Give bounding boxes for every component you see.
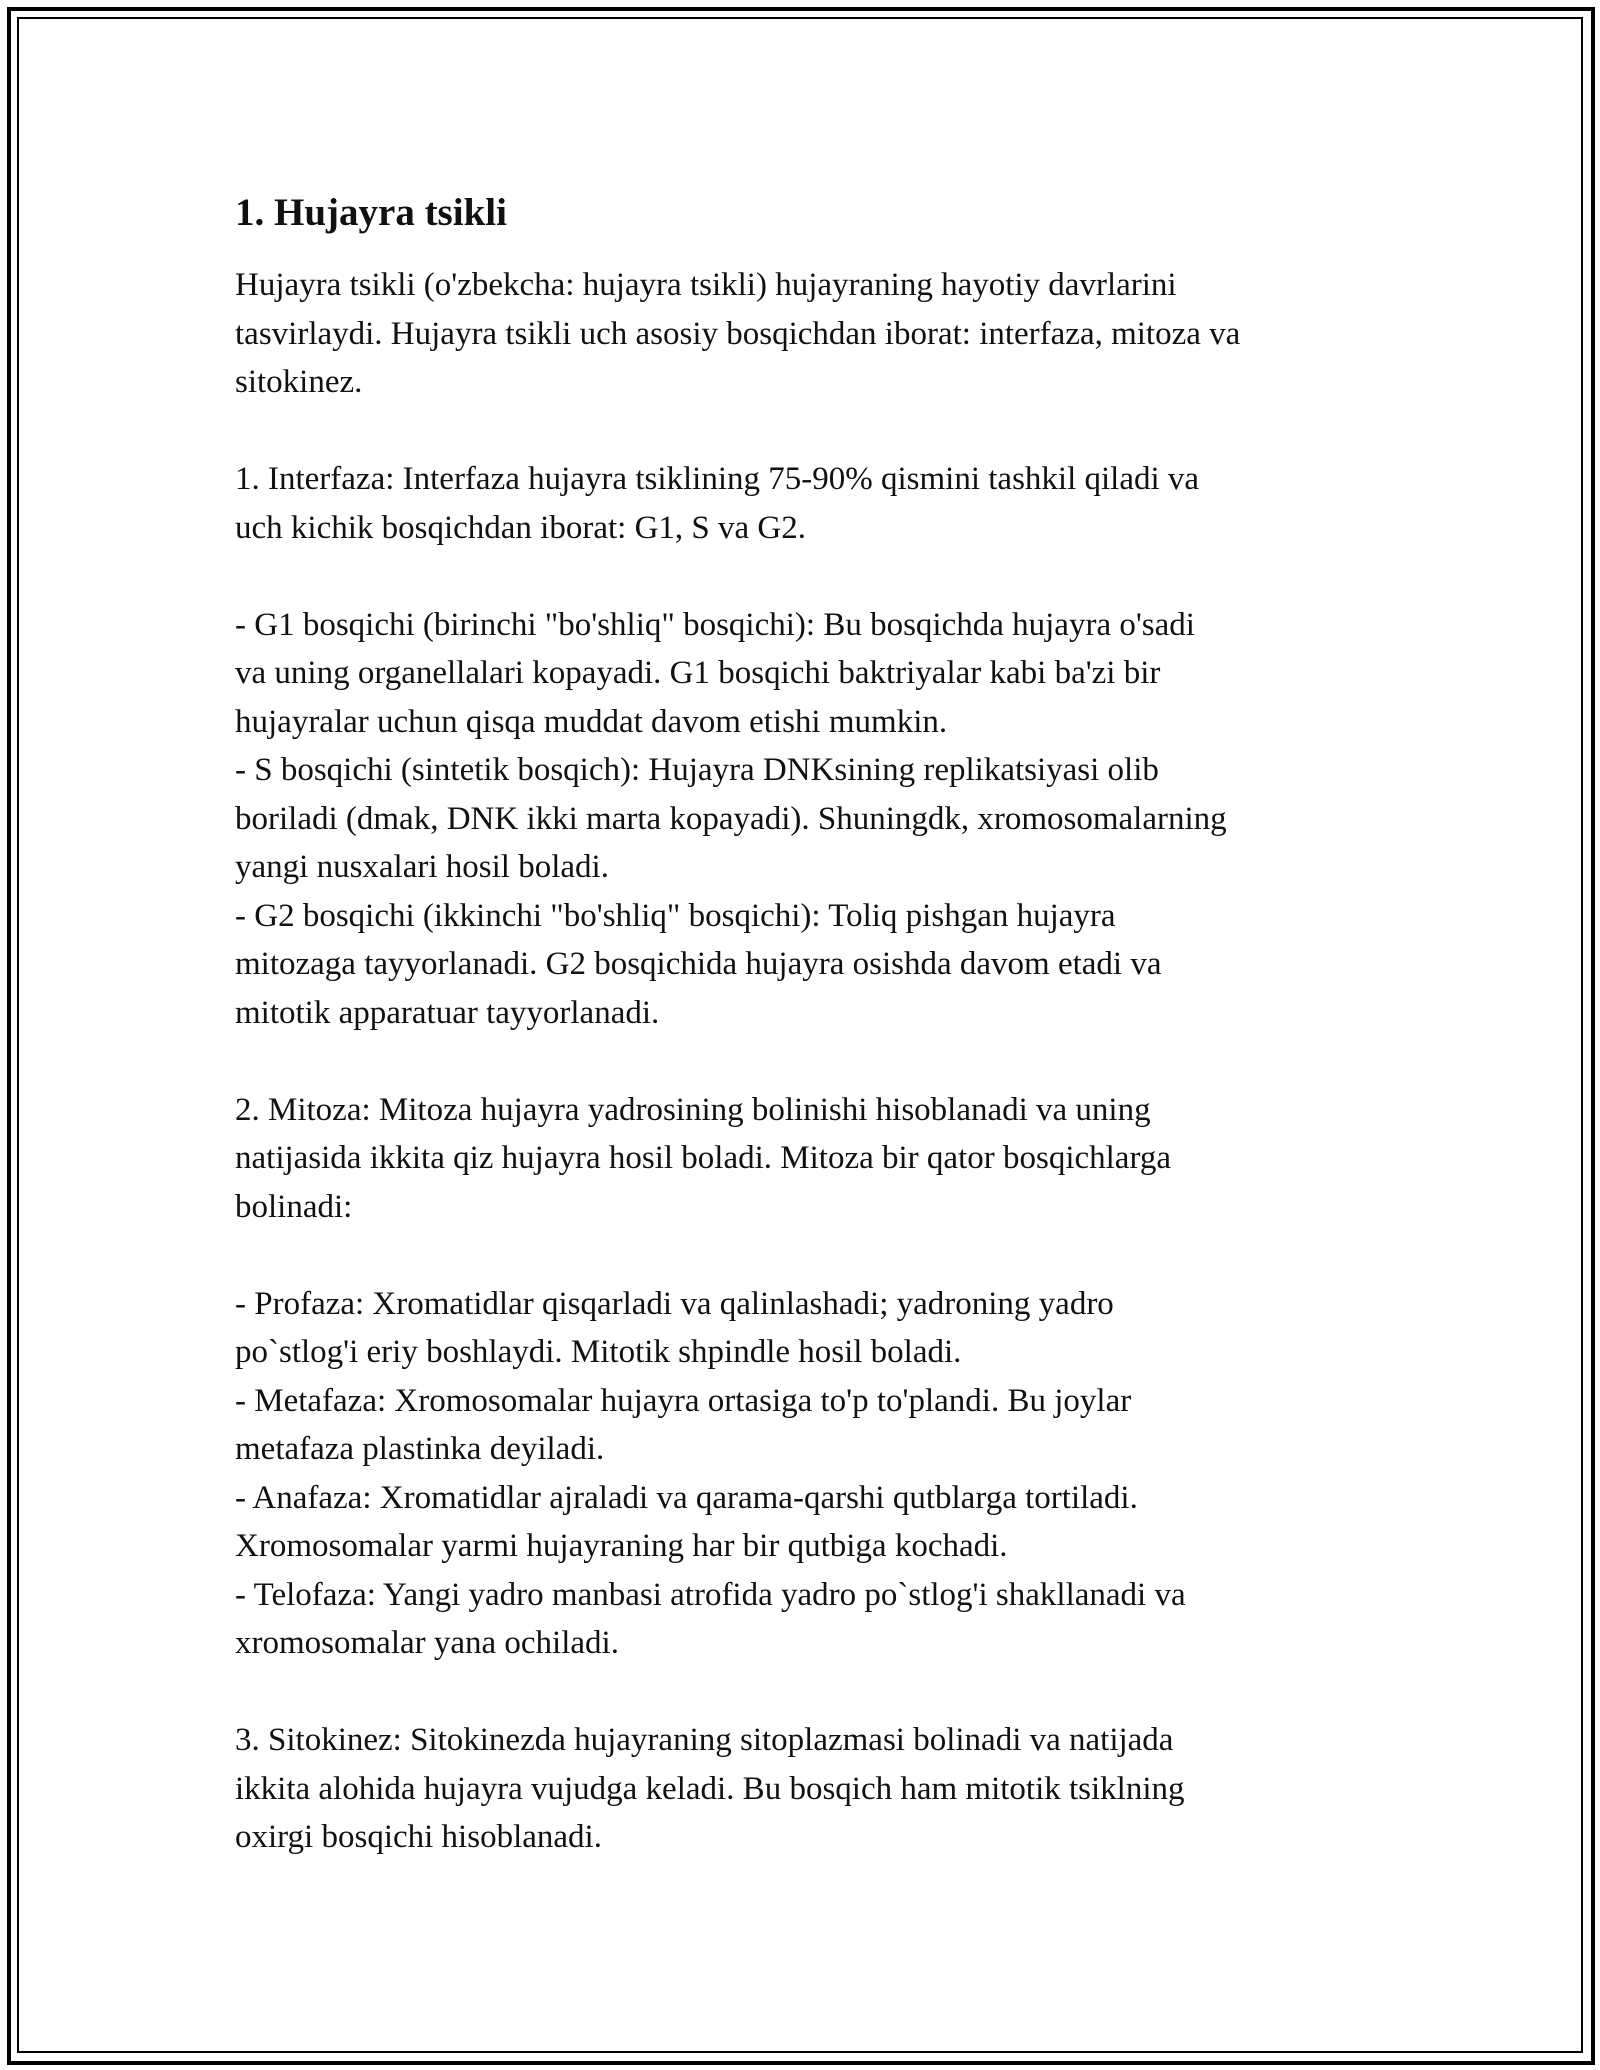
- interfaza-stages-list: - G1 bosqichi (birinchi "bo'shliq" bosqichi): Bu bosqichda hujayra o'sadi va uning organellalari kopayadi. G1 bosqichi baktriyalar kabi ba'zi bir hujayralar uchun qisqa muddat davom etishi mumkin. - S bosqichi (sintetik bosqich): Hujayra DNKsining replikatsiyasi olib boriladi (dmak, DNK ikki marta kopayadi). Shuningdk, xromosomalarning yangi nusxalari hosil boladi. - G2 bosqichi (ikkinchi "bo'shliq" bosqichi): Toliq pishgan hujayra mitozaga tayyorlanadi. G2 bosqichida hujayra osishda davom etadi va mitotik apparatuar tayyorlanadi.: [235, 606, 1227, 1031]
- paragraph-gap: [235, 552, 1375, 601]
- paragraph-gap: [235, 1668, 1375, 1717]
- sitokinez-paragraph: 3. Sitokinez: Sitokinezda hujayraning sitoplazmasi bolinadi va natijada ikkita alohida hujayra vujudga keladi. Bu bosqich ham mitotik tsiklning oxirgi bosqichi hisoblanadi.: [235, 1722, 1185, 1855]
- document-title: 1. Hujayra tsikli: [235, 191, 507, 234]
- mitoza-stages-list: - Profaza: Xromatidlar qisqarladi va qalinlashadi; yadroning yadro po`stlog'i eriy boshlaydi. Mitotik shpindle hosil boladi. - Metafaza: Xromosomalar hujayra ortasiga to'p to'plandi. Bu joylar metafaza plastinka deyiladi. - Anafaza: Xromatidlar ajraladi va qarama-qarshi qutblarga tortiladi. Xromosomalar yarmi hujayraning har bir qutbiga kochadi. - Telofaza: Yangi yadro manbasi atrofida yadro po`stlog'i shakllanadi va xromosomalar yana ochiladi.: [235, 1285, 1186, 1661]
- paragraph-gap: [235, 1231, 1375, 1280]
- intro-paragraph: Hujayra tsikli (o'zbekcha: hujayra tsikli) hujayraning hayotiy davrlarini tasvirlaydi. Hujayra tsikli uch asosiy bosqichdan iborat: interfaza, mitoza va sitokinez.: [235, 267, 1241, 400]
- mitoza-paragraph: 2. Mitoza: Mitoza hujayra yadrosining bolinishi hisoblanadi va uning natijasida ikkita qiz hujayra hosil boladi. Mitoza bir qator bosqichlarga bolinadi:: [235, 1091, 1171, 1225]
- paragraph-gap: [235, 1037, 1375, 1086]
- interfaza-paragraph: 1. Interfaza: Interfaza hujayra tsiklining 75-90% qismini tashkil qiladi va uch kichik bosqichdan iborat: G1, S va G2.: [235, 461, 1200, 546]
- document-body: [235, 182, 1375, 1862]
- paragraph-gap: [235, 407, 1375, 456]
